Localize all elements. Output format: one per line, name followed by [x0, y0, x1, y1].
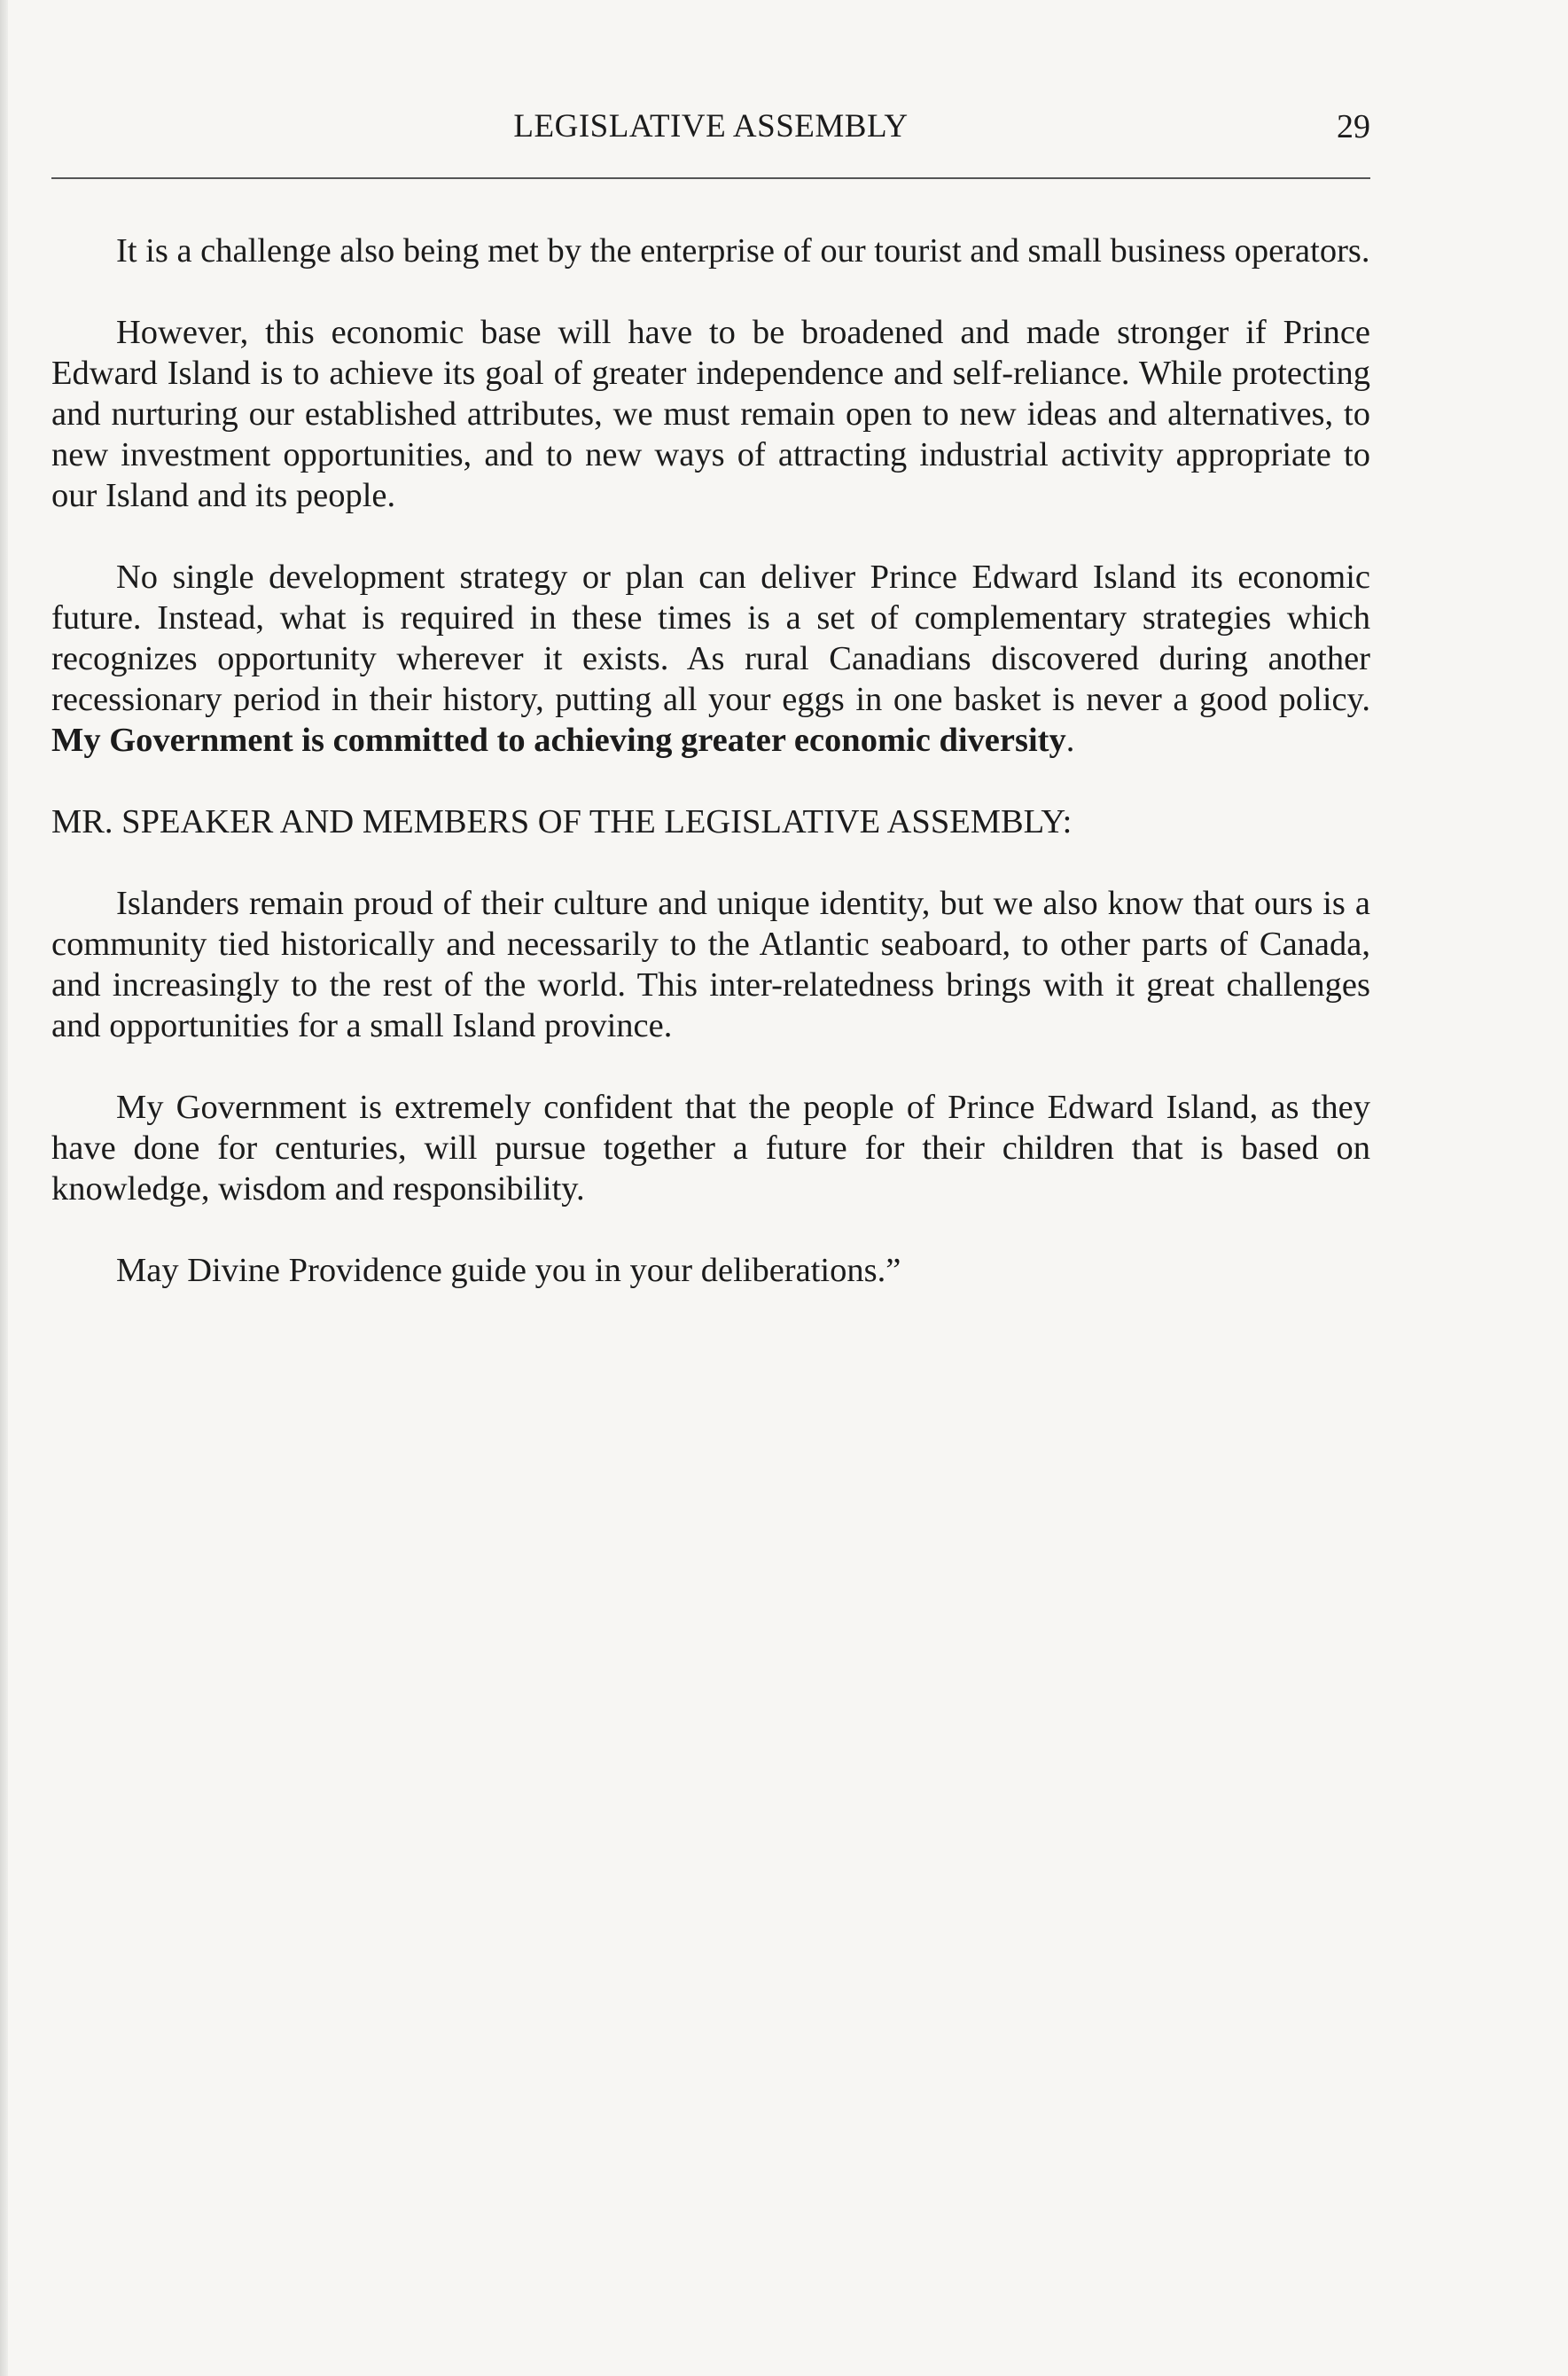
emphasis-economic-diversity: My Government is committed to achieving greater economic diversity: [51, 722, 1066, 759]
paragraph-tourism: It is a challenge also being met by the enterprise of our tourist and small business operators.: [116, 232, 1370, 270]
paragraph-development-strategy-tail: .: [1065, 722, 1075, 759]
running-title: LEGISLATIVE ASSEMBLY: [513, 108, 909, 145]
page-edge-shadow: [0, 0, 8, 2376]
address-heading: MR. SPEAKER AND MEMBERS OF THE LEGISLATIVE ASSEMBLY:: [51, 803, 1073, 840]
paragraph-development-strategy: [51, 557, 1370, 761]
paragraph-islanders: Islanders remain proud of their culture and unique identity, but we also know that ours is a community tied historically and necessarily to the Atlantic seaboard, to other parts of Canada, and increasingly to the rest of the world. This inter-relatedness brings with it great challenges and opportunities for a small Island province.: [51, 885, 1370, 1044]
paragraph-closing: May Divine Providence guide you in your deliberations.”: [116, 1252, 901, 1289]
page-number: 29: [1337, 108, 1370, 145]
paragraph-economic-base: However, this economic base will have to be broadened and made stronger if Prince Edward Island is to achieve its goal of greater independence and self-reliance. While protecting and nurturing our established attributes, we must remain open to new ideas and alternatives, to new investment opportunities, and to new ways of attracting industrial activity appropriate to our Island and its people.: [51, 314, 1370, 514]
paragraph-development-strategy-text: No single development strategy or plan can deliver Prince Edward Island its economic future. Instead, what is required in these times is a set of complementary strategies which recognizes opportunity wherever it exists. As rural Canadians discovered during another recessionary period in their history, putting all your eggs in one basket is never a good policy.: [51, 559, 1370, 718]
running-header: [51, 105, 1370, 149]
paragraph-confidence: My Government is extremely confident that the people of Prince Edward Island, as they have done for centuries, will pursue together a future for their children that is based on knowledge, wisdom and responsibility.: [51, 1089, 1370, 1208]
body-text: [51, 231, 1370, 1332]
header-rule: [51, 177, 1370, 179]
